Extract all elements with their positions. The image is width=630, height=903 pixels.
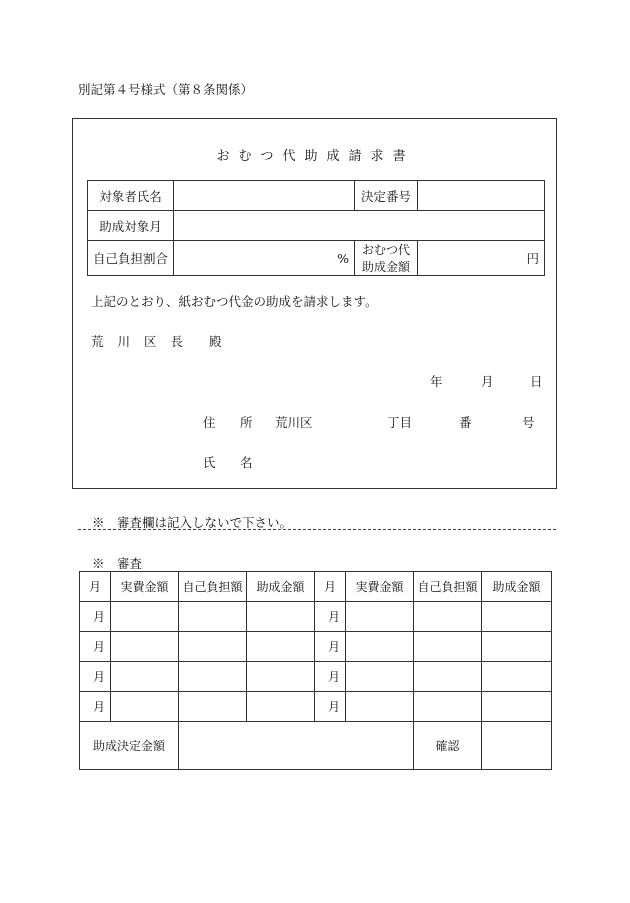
- target-month-field[interactable]: [174, 211, 545, 241]
- review-header-cell: 助成金額: [247, 572, 315, 602]
- review-decision-row: [80, 722, 552, 770]
- review-cell: [414, 692, 482, 722]
- review-cell: [179, 692, 247, 722]
- review-cell: [179, 602, 247, 632]
- confirm-label: 確認: [414, 722, 482, 770]
- addressee-char: 川: [117, 334, 131, 349]
- review-cell: [414, 602, 482, 632]
- addressee-char: 区: [144, 334, 157, 349]
- review-cell: [247, 602, 315, 632]
- review-cell: [414, 632, 482, 662]
- addressee-char: 荒: [91, 334, 104, 349]
- review-month-cell: 月: [315, 632, 346, 662]
- addressee-char: 長: [170, 334, 184, 349]
- subject-name-label: 対象者氏名: [88, 181, 174, 211]
- review-cell: [414, 662, 482, 692]
- review-cell: [247, 662, 315, 692]
- review-header-cell: 自己負担額: [179, 572, 247, 602]
- address-label-1: 住: [203, 415, 216, 430]
- review-row: [80, 692, 552, 722]
- applicant-info-table: [87, 180, 545, 276]
- review-month-cell: 月: [80, 662, 111, 692]
- request-form-box: [72, 118, 557, 489]
- review-month-cell: 月: [80, 632, 111, 662]
- decision-number-label: 決定番号: [355, 181, 418, 211]
- review-cell: [111, 662, 179, 692]
- subsidy-amount-label: おむつ代助成金額: [355, 241, 418, 276]
- percent-unit: %: [337, 250, 349, 266]
- review-cell: [346, 692, 414, 722]
- addressee-honorific: 殿: [209, 334, 222, 349]
- review-row: [80, 662, 552, 692]
- review-cell: [346, 602, 414, 632]
- address-ban: 番: [459, 415, 472, 430]
- review-cell: [247, 692, 315, 722]
- name-label-1: 氏: [203, 455, 216, 470]
- review-cell: [111, 632, 179, 662]
- review-month-cell: 月: [315, 692, 346, 722]
- review-cell: [482, 692, 552, 722]
- review-header-cell: 実費金額: [111, 572, 179, 602]
- addressee: [91, 332, 222, 350]
- review-cell: [111, 692, 179, 722]
- review-header-cell: 自己負担額: [414, 572, 482, 602]
- review-row: [80, 632, 552, 662]
- review-table: [79, 571, 552, 770]
- confirm-field: [482, 722, 552, 770]
- review-cell: [482, 602, 552, 632]
- review-header-cell: 月: [315, 572, 346, 602]
- review-cell: [482, 632, 552, 662]
- self-pay-ratio-label: 自己負担割合: [88, 241, 174, 276]
- document-title: おむつ代助成請求書: [216, 149, 415, 164]
- cut-line-divider: [78, 529, 556, 530]
- decision-amount-label: 助成決定金額: [80, 722, 179, 770]
- subject-name-field[interactable]: [174, 181, 355, 211]
- address-ward: 荒川区: [275, 415, 313, 430]
- address-label-2: 所: [240, 415, 253, 430]
- request-statement: 上記のとおり、紙おむつ代金の助成を請求します。: [91, 294, 378, 309]
- yen-unit: 円: [526, 251, 539, 266]
- date-day-label: 日: [530, 374, 543, 389]
- review-cell: [346, 632, 414, 662]
- date-year-label: 年: [430, 374, 443, 389]
- review-cell: [247, 632, 315, 662]
- review-header-cell: 実費金額: [346, 572, 414, 602]
- review-cell: [111, 602, 179, 632]
- review-header-cell: 助成金額: [482, 572, 552, 602]
- self-pay-ratio-field[interactable]: [174, 241, 355, 276]
- name-label-2: 名: [240, 455, 253, 470]
- review-cell: [346, 662, 414, 692]
- review-month-cell: 月: [315, 662, 346, 692]
- review-cell: [179, 662, 247, 692]
- address-go: 号: [522, 415, 535, 430]
- review-month-cell: 月: [80, 692, 111, 722]
- form-id-label: 別記第４号様式（第８条関係）: [78, 82, 254, 97]
- decision-amount-field: [179, 722, 414, 770]
- review-month-cell: 月: [80, 602, 111, 632]
- review-notice: ※ 審査欄は記入しないで下さい。: [92, 515, 293, 530]
- target-month-label: 助成対象月: [88, 211, 174, 241]
- review-section-label: ※ 審査: [92, 556, 143, 571]
- address-chome: 丁目: [387, 415, 413, 430]
- review-cell: [179, 632, 247, 662]
- decision-number-field[interactable]: [418, 181, 545, 211]
- review-header-row: [80, 572, 552, 602]
- date-month-label: 月: [481, 374, 494, 389]
- review-month-cell: 月: [315, 602, 346, 632]
- subsidy-amount-field[interactable]: [418, 241, 545, 276]
- review-cell: [482, 662, 552, 692]
- review-row: [80, 602, 552, 632]
- review-header-cell: 月: [80, 572, 111, 602]
